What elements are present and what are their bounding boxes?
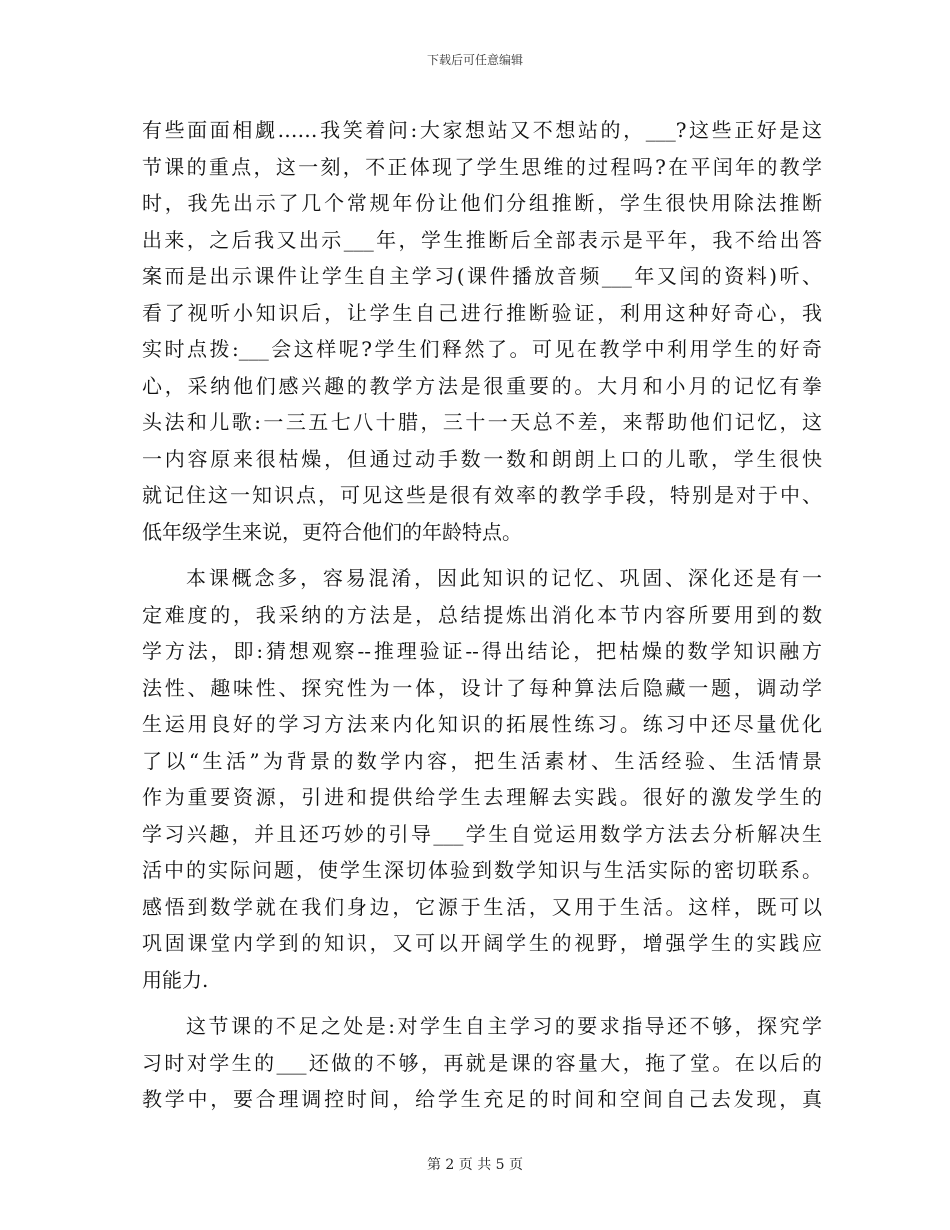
text-line: 学习兴趣，并且还巧妙的引导___学生自觉运用数学方法去分析解决生 — [142, 821, 822, 846]
text-line: 就记住这一知识点，可见这些是很有效率的教学手段，特别是对于中、 — [142, 483, 822, 507]
text-line: 感悟到数学就在我们身边，它源于生活，又用于生活。这样，既可以 — [142, 894, 822, 919]
page-number: 第 2 页 共 5 页 — [426, 1157, 524, 1173]
text-line: 生运用良好的学习方法来内化知识的拓展性练习。练习中还尽量优化 — [142, 712, 822, 736]
text-line: 了以“生活”为背景的数学内容，把生活素材、生活经验、生活情景 — [142, 748, 822, 773]
text-line: 法性、趣味性、探究性为一体，设计了每种算法后隐藏一题，调动学 — [142, 675, 822, 700]
page-header: 下载后可任意编辑 — [426, 53, 523, 67]
text-line: 实时点拨:___会这样呢?学生们释然了。可见在教学中利用学生的好奇 — [142, 337, 822, 361]
text-line: 教学中，要合理调控时间，给学生充足的时间和空间自己去发现，真 — [142, 1087, 822, 1111]
text-line: 低年级学生来说，更符合他们的年龄特点。 — [142, 519, 522, 544]
paragraph — [142, 560, 822, 998]
text-line: 看了视听小知识后，让学生自己进行推断验证，利用这种好奇心，我 — [142, 300, 822, 325]
text-line: 时，我先出示了几个常规年份让他们分组推断，学生很快用除法推断 — [142, 191, 822, 215]
text-line: 作为重要资源，引进和提供给学生去理解去实践。很好的激发学生的 — [142, 785, 822, 809]
text-line: 一内容原来很枯燥，但通过动手数一数和朗朗上口的儿歌，学生很快 — [142, 446, 822, 471]
text-line: 节课的重点，这一刻，不正体现了学生思维的过程吗?在平闰年的教学 — [142, 154, 822, 179]
text-line: 巩固课堂内学到的知识，又可以开阔学生的视野，增强学生的实践应 — [142, 931, 822, 955]
text-line: 有些面面相觑……我笑着问:大家想站又不想站的，___?这些正好是这 — [142, 118, 822, 142]
text-line: 心，采纳他们感兴趣的教学方法是很重要的。大月和小月的记忆有拳 — [142, 373, 822, 398]
text-line: 出来，之后我又出示___年，学生推断后全部表示是平年，我不给出答 — [142, 227, 822, 252]
text-line: 定难度的，我采纳的方法是，总结提炼出消化本节内容所要用到的数 — [142, 602, 822, 627]
text-line: 用能力. — [142, 967, 209, 992]
text-line: 学方法，即:猜想观察--推理验证--得出结论，把枯燥的数学知识融方 — [142, 639, 822, 663]
document-body — [142, 112, 822, 1118]
text-line: 习时对学生的___还做的不够，再就是课的容量大，拖了堂。在以后的 — [142, 1050, 822, 1075]
text-line: 本课概念多，容易混淆，因此知识的记忆、巩固、深化还是有一 — [186, 566, 822, 590]
text-line: 活中的实际问题，使学生深切体验到数学知识与生活实际的密切联系。 — [142, 858, 822, 882]
text-line: 案而是出示课件让学生自主学习(课件播放音频___年又闰的资料)听、 — [142, 264, 822, 288]
paragraph — [142, 1008, 822, 1118]
paragraph — [142, 112, 822, 550]
text-line: 这节课的不足之处是:对学生自主学习的要求指导还不够，探究学 — [186, 1014, 822, 1038]
text-line: 头法和儿歌:一三五七八十腊，三十一天总不差，来帮助他们记忆，这 — [142, 410, 822, 434]
